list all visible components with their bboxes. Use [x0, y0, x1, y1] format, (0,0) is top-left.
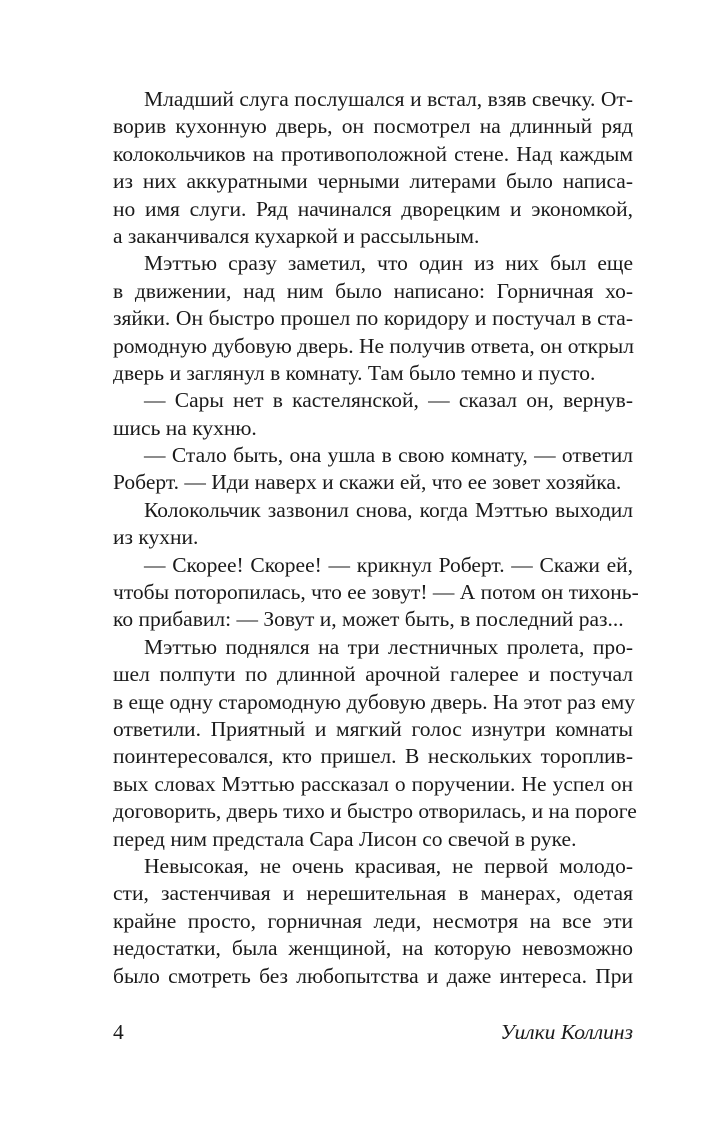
- text-line: ромодную дубовую дверь. Не получив ответа, он открыл: [113, 333, 634, 358]
- text-line: в движении, над ним было написано: Горничная хо-: [113, 278, 633, 303]
- text-line: — Сары нет в кастелянской, — сказал он, вернув-: [144, 388, 633, 413]
- page-number: 4: [113, 1020, 124, 1044]
- text-line: ко прибавил: — Зовут и, может быть, в последний раз...: [113, 607, 624, 632]
- text-line: было смотреть без любопытства и даже интереса. При: [113, 963, 633, 988]
- text-line: вых словах Мэттью рассказал о поручении. Не успел он: [113, 771, 633, 796]
- text-line: колокольчиков на противоположной стене. Над каждым: [113, 141, 633, 166]
- text-line: чтобы поторопилась, что ее зовут! — А потом он тихонь-: [113, 580, 639, 605]
- text-line: — Стало быть, она ушла в свою комнату, — ответил: [144, 443, 633, 468]
- page-body: [113, 86, 639, 990]
- text-line: Мэттью сразу заметил, что один из них был еще: [144, 251, 633, 276]
- text-line: Мэттью поднялся на три лестничных пролета, про-: [144, 634, 633, 659]
- text-line: но имя слуги. Ряд начинался дворецким и экономкой,: [113, 196, 633, 221]
- text-line: Невысокая, не очень красивая, не первой молодо-: [144, 853, 633, 878]
- text-line: поинтересовался, кто пришел. В нескольких тороплив-: [113, 744, 633, 769]
- text-line: Младший слуга послушался и встал, взяв свечку. От-: [144, 87, 633, 111]
- text-line: а заканчивался кухаркой и рассыльным.: [113, 223, 480, 248]
- page-footer: [113, 1018, 633, 1046]
- text-line: — Скорее! Скорее! — крикнул Роберт. — Скажи ей,: [144, 552, 633, 577]
- text-line: в еще одну старомодную дубовую дверь. На этот раз ему: [113, 689, 636, 714]
- text-line: недостатки, была женщиной, на которую невозможно: [113, 936, 633, 961]
- text-line: Роберт. — Иди наверх и скажи ей, что ее зовет хозяйка.: [113, 470, 622, 495]
- text-line: сти, застенчивая и нерешительная в манерах, одетая: [113, 881, 633, 906]
- text-line: перед ним предстала Сара Лисон со свечой в руке.: [113, 826, 577, 851]
- text-line: из кухни.: [113, 525, 199, 550]
- text-line: Колокольчик зазвонил снова, когда Мэттью выходил: [144, 497, 633, 522]
- text-line: шись на кухню.: [113, 415, 257, 440]
- text-line: шел полпути по длинной арочной галерее и постучал: [113, 662, 633, 687]
- text-line: ответили. Приятный и мягкий голос изнутри комнаты: [113, 716, 633, 741]
- text-line: договорить, дверь тихо и быстро отворилась, и на пороге: [113, 799, 637, 824]
- text-line: дверь и заглянул в комнату. Там было темно и пусто.: [113, 360, 596, 385]
- text-line: из них аккуратными черными литерами было написа-: [113, 169, 633, 194]
- text-line: крайне просто, горничная леди, несмотря на все эти: [113, 908, 633, 933]
- text-line: зяйки. Он быстро прошел по коридору и постучал в ста-: [113, 306, 633, 331]
- text-line: ворив кухонную дверь, он посмотрел на длинный ряд: [113, 114, 633, 139]
- running-head-author: Уилки Коллинз: [500, 1020, 633, 1044]
